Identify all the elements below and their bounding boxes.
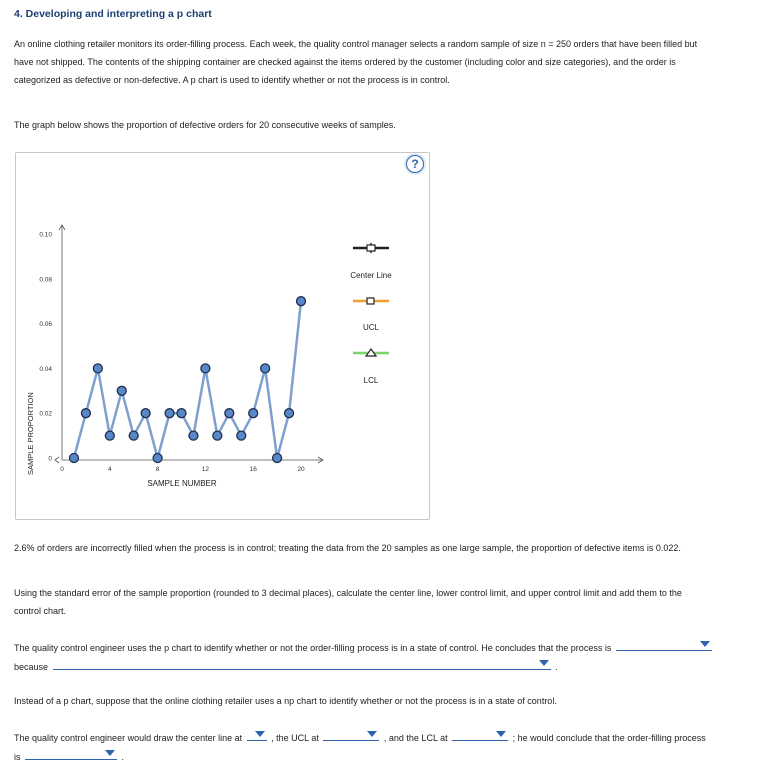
conclusion-text-2: because (14, 662, 49, 672)
legend[interactable] (350, 243, 392, 385)
y-tick-label: 0.02 (39, 410, 52, 418)
help-button[interactable]: ? (406, 155, 424, 173)
data-point[interactable] (297, 297, 306, 306)
y-tick-label: 0.08 (39, 276, 52, 284)
x-tick-label: 20 (297, 466, 305, 473)
x-tick-label: 16 (249, 466, 257, 473)
data-point[interactable] (237, 431, 246, 440)
np-text-4: ; he would conclude that the order-filling process is (14, 733, 706, 762)
y-tick-label: 0.10 (39, 231, 52, 239)
graph-intro: The graph below shows the proportion of defective orders for 20 consecutive weeks of samples. (14, 120, 396, 130)
origin-arrow-icon (55, 457, 59, 463)
chevron-down-icon (105, 750, 115, 756)
chevron-down-icon (700, 641, 710, 647)
np-text-1: The quality control engineer would draw the center line at (14, 733, 243, 743)
x-tick-label: 0 (60, 466, 64, 473)
lcl-legend-label: LCL (363, 376, 379, 385)
data-point[interactable] (141, 409, 150, 418)
chevron-down-icon (255, 731, 265, 737)
center-line-marker-icon (367, 245, 375, 251)
ucl-legend-label: UCL (362, 323, 380, 332)
data-point[interactable] (225, 409, 234, 418)
data-point[interactable] (93, 364, 102, 373)
np-conclusion-dropdown[interactable] (25, 747, 117, 760)
center-line-legend-label: Center Line (350, 271, 392, 280)
y-tick-label: 0 (48, 455, 52, 463)
data-point[interactable] (117, 386, 126, 395)
x-tick-labels (60, 466, 305, 473)
data-point[interactable] (129, 431, 138, 440)
reason-dropdown[interactable] (53, 657, 551, 670)
x-axis-label: SAMPLE NUMBER (147, 479, 217, 488)
np-text-5: . (121, 752, 125, 762)
process-state-dropdown[interactable] (616, 638, 712, 651)
data-points[interactable] (69, 297, 305, 463)
process-info-paragraph: 2.6% of orders are incorrectly filled when the process is in control; treating the data from the 20 samples as one large sample, the proportion of defective items is 0.022. (14, 543, 681, 553)
np-ucl-dropdown[interactable] (323, 728, 379, 741)
x-tick-label: 4 (107, 466, 112, 473)
ucl-marker-icon (367, 298, 374, 304)
np-text-2: , the UCL at (271, 733, 319, 743)
data-point[interactable] (189, 431, 198, 440)
data-point[interactable] (201, 364, 210, 373)
chevron-down-icon (539, 660, 549, 666)
data-point[interactable] (249, 409, 258, 418)
data-point[interactable] (285, 409, 294, 418)
data-point[interactable] (261, 364, 270, 373)
x-tick-label: 8 (155, 466, 160, 473)
data-point[interactable] (69, 454, 78, 463)
np-text-3: , and the LCL at (383, 733, 448, 743)
data-point[interactable] (273, 454, 282, 463)
data-point[interactable] (81, 409, 90, 418)
data-point[interactable] (165, 409, 174, 418)
data-point[interactable] (177, 409, 186, 418)
np-center-line-dropdown[interactable] (247, 728, 267, 741)
conclusion-paragraph (14, 638, 714, 676)
y-tick-label: 0.06 (39, 321, 52, 329)
instructions-paragraph: Using the standard error of the sample proportion (rounded to 3 decimal places), calculate the center line, lower control limit, and upper control limit and add them to the control chart. (14, 588, 682, 616)
np-chart-question (14, 728, 714, 766)
x-tick-label: 12 (201, 466, 210, 473)
conclusion-text-1: The quality control engineer uses the p chart to identify whether or not the order-filling process is in a state of control. He concludes that the process is (14, 643, 612, 653)
y-tick-labels (39, 232, 52, 463)
question-title: 4. Developing and interpreting a p chart (14, 8, 212, 20)
conclusion-text-3: . (555, 662, 558, 672)
data-point[interactable] (105, 431, 114, 440)
intro-paragraph: An online clothing retailer monitors its order-filling process. Each week, the quality control manager selects a random sample of size n = 250 orders that have been filled but have not shipped. The contents of the shipping container are checked against the items ordered by the customer (including color and size categories), and the order is categorized as defective or non-defective. A p chart is used to identify whether or not the process is in control. (14, 39, 698, 85)
chevron-down-icon (367, 731, 377, 737)
p-chart[interactable] (15, 152, 430, 520)
y-axis-label: SAMPLE PROPORTION (26, 392, 35, 475)
chevron-down-icon (496, 731, 506, 737)
np-chart-paragraph: Instead of a p chart, suppose that the online clothing retailer uses a np chart to identify whether or not the process is in a state of control. (14, 696, 557, 706)
data-point[interactable] (213, 431, 222, 440)
np-lcl-dropdown[interactable] (452, 728, 508, 741)
y-tick-label: 0.04 (39, 365, 52, 373)
data-point[interactable] (153, 454, 162, 463)
